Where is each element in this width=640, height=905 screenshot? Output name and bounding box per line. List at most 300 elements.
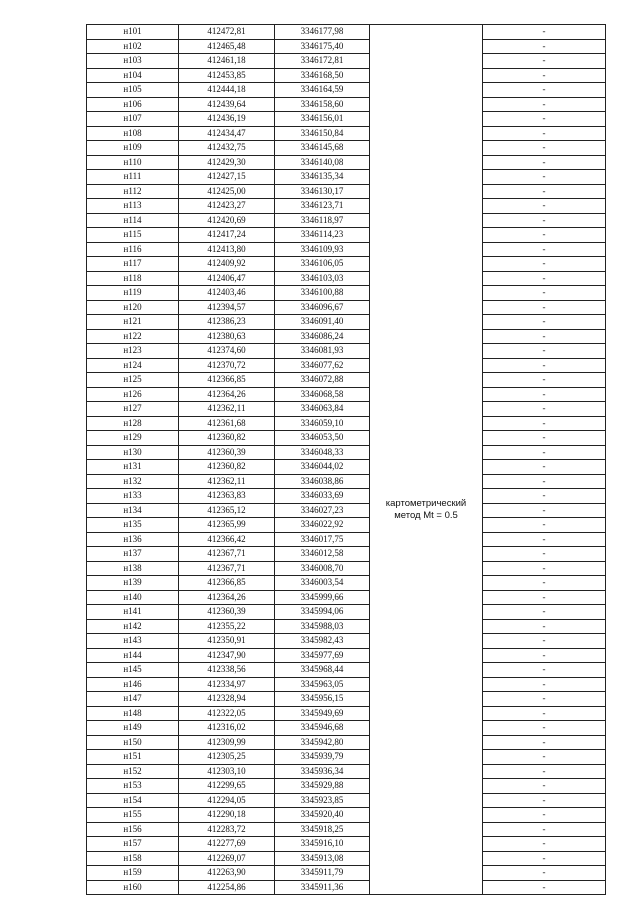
accuracy-cell: - bbox=[483, 141, 606, 156]
point-id-cell: н151 bbox=[87, 750, 179, 765]
method-label: картометрический метод Mt = 0.5 bbox=[385, 498, 467, 521]
x-coordinate-cell: 412413,80 bbox=[179, 242, 275, 257]
x-coordinate-cell: 412328,94 bbox=[179, 692, 275, 707]
point-id-cell: н130 bbox=[87, 445, 179, 460]
table-row bbox=[87, 837, 606, 852]
x-coordinate-cell: 412364,26 bbox=[179, 590, 275, 605]
x-coordinate-cell: 412303,10 bbox=[179, 764, 275, 779]
accuracy-cell: - bbox=[483, 547, 606, 562]
table-row bbox=[87, 170, 606, 185]
point-id-cell: н147 bbox=[87, 692, 179, 707]
y-coordinate-cell: 3346053,50 bbox=[275, 431, 370, 446]
y-coordinate-cell: 3345923,85 bbox=[275, 793, 370, 808]
y-coordinate-cell: 3345936,34 bbox=[275, 764, 370, 779]
accuracy-cell: - bbox=[483, 619, 606, 634]
accuracy-cell: - bbox=[483, 460, 606, 475]
x-coordinate-cell: 412380,63 bbox=[179, 329, 275, 344]
accuracy-cell: - bbox=[483, 25, 606, 40]
y-coordinate-cell: 3346038,86 bbox=[275, 474, 370, 489]
x-coordinate-cell: 412355,22 bbox=[179, 619, 275, 634]
table-row bbox=[87, 750, 606, 765]
point-id-cell: н153 bbox=[87, 779, 179, 794]
table-row bbox=[87, 315, 606, 330]
y-coordinate-cell: 3345994,06 bbox=[275, 605, 370, 620]
table-row bbox=[87, 213, 606, 228]
table-row bbox=[87, 184, 606, 199]
x-coordinate-cell: 412363,83 bbox=[179, 489, 275, 504]
y-coordinate-cell: 3346012,58 bbox=[275, 547, 370, 562]
y-coordinate-cell: 3345911,79 bbox=[275, 866, 370, 881]
table-row bbox=[87, 866, 606, 881]
point-id-cell: н127 bbox=[87, 402, 179, 417]
y-coordinate-cell: 3345911,36 bbox=[275, 880, 370, 895]
table-row bbox=[87, 677, 606, 692]
x-coordinate-cell: 412420,69 bbox=[179, 213, 275, 228]
accuracy-cell: - bbox=[483, 445, 606, 460]
accuracy-cell: - bbox=[483, 373, 606, 388]
accuracy-cell: - bbox=[483, 402, 606, 417]
accuracy-cell: - bbox=[483, 300, 606, 315]
x-coordinate-cell: 412367,71 bbox=[179, 561, 275, 576]
point-id-cell: н137 bbox=[87, 547, 179, 562]
accuracy-cell: - bbox=[483, 54, 606, 69]
accuracy-cell: - bbox=[483, 315, 606, 330]
x-coordinate-cell: 412370,72 bbox=[179, 358, 275, 373]
point-id-cell: н113 bbox=[87, 199, 179, 214]
accuracy-cell: - bbox=[483, 489, 606, 504]
table-row bbox=[87, 605, 606, 620]
y-coordinate-cell: 3346100,88 bbox=[275, 286, 370, 301]
accuracy-cell: - bbox=[483, 648, 606, 663]
point-id-cell: н104 bbox=[87, 68, 179, 83]
x-coordinate-cell: 412269,07 bbox=[179, 851, 275, 866]
y-coordinate-cell: 3346068,58 bbox=[275, 387, 370, 402]
table-row bbox=[87, 83, 606, 98]
accuracy-cell: - bbox=[483, 155, 606, 170]
accuracy-cell: - bbox=[483, 663, 606, 678]
table-row bbox=[87, 300, 606, 315]
x-coordinate-cell: 412453,85 bbox=[179, 68, 275, 83]
accuracy-cell: - bbox=[483, 126, 606, 141]
accuracy-cell: - bbox=[483, 503, 606, 518]
y-coordinate-cell: 3345982,43 bbox=[275, 634, 370, 649]
table-row bbox=[87, 547, 606, 562]
y-coordinate-cell: 3345968,44 bbox=[275, 663, 370, 678]
y-coordinate-cell: 3345939,79 bbox=[275, 750, 370, 765]
y-coordinate-cell: 3346140,08 bbox=[275, 155, 370, 170]
table-row bbox=[87, 373, 606, 388]
table-row bbox=[87, 576, 606, 591]
x-coordinate-cell: 412360,39 bbox=[179, 445, 275, 460]
y-coordinate-cell: 3346168,50 bbox=[275, 68, 370, 83]
point-id-cell: н158 bbox=[87, 851, 179, 866]
point-id-cell: н156 bbox=[87, 822, 179, 837]
accuracy-cell: - bbox=[483, 199, 606, 214]
accuracy-cell: - bbox=[483, 576, 606, 591]
y-coordinate-cell: 3346008,70 bbox=[275, 561, 370, 576]
y-coordinate-cell: 3345920,40 bbox=[275, 808, 370, 823]
y-coordinate-cell: 3346059,10 bbox=[275, 416, 370, 431]
table-row bbox=[87, 489, 606, 504]
table-row bbox=[87, 880, 606, 895]
point-id-cell: н116 bbox=[87, 242, 179, 257]
y-coordinate-cell: 3346091,40 bbox=[275, 315, 370, 330]
point-id-cell: н108 bbox=[87, 126, 179, 141]
table-row bbox=[87, 518, 606, 533]
point-id-cell: н134 bbox=[87, 503, 179, 518]
point-id-cell: н128 bbox=[87, 416, 179, 431]
table-row bbox=[87, 808, 606, 823]
x-coordinate-cell: 412425,00 bbox=[179, 184, 275, 199]
point-id-cell: н145 bbox=[87, 663, 179, 678]
y-coordinate-cell: 3346027,23 bbox=[275, 503, 370, 518]
table-row bbox=[87, 358, 606, 373]
method-cell bbox=[370, 126, 483, 895]
y-coordinate-cell: 3346044,02 bbox=[275, 460, 370, 475]
x-coordinate-cell: 412461,18 bbox=[179, 54, 275, 69]
y-coordinate-cell: 3346103,03 bbox=[275, 271, 370, 286]
accuracy-cell: - bbox=[483, 184, 606, 199]
x-coordinate-cell: 412436,19 bbox=[179, 112, 275, 127]
table-row bbox=[87, 68, 606, 83]
x-coordinate-cell: 412263,90 bbox=[179, 866, 275, 881]
accuracy-cell: - bbox=[483, 721, 606, 736]
y-coordinate-cell: 3346077,62 bbox=[275, 358, 370, 373]
table-row bbox=[87, 199, 606, 214]
accuracy-cell: - bbox=[483, 822, 606, 837]
y-coordinate-cell: 3345942,80 bbox=[275, 735, 370, 750]
y-coordinate-cell: 3345946,68 bbox=[275, 721, 370, 736]
x-coordinate-cell: 412417,24 bbox=[179, 228, 275, 243]
y-coordinate-cell: 3345949,69 bbox=[275, 706, 370, 721]
accuracy-cell: - bbox=[483, 213, 606, 228]
x-coordinate-cell: 412294,05 bbox=[179, 793, 275, 808]
accuracy-cell: - bbox=[483, 329, 606, 344]
y-coordinate-cell: 3346175,40 bbox=[275, 39, 370, 54]
y-coordinate-cell: 3345929,88 bbox=[275, 779, 370, 794]
point-id-cell: н117 bbox=[87, 257, 179, 272]
y-coordinate-cell: 3346033,69 bbox=[275, 489, 370, 504]
accuracy-cell: - bbox=[483, 257, 606, 272]
accuracy-cell: - bbox=[483, 344, 606, 359]
y-coordinate-cell: 3346072,88 bbox=[275, 373, 370, 388]
table-row bbox=[87, 648, 606, 663]
point-id-cell: н133 bbox=[87, 489, 179, 504]
accuracy-cell: - bbox=[483, 228, 606, 243]
table-row bbox=[87, 271, 606, 286]
accuracy-cell: - bbox=[483, 837, 606, 852]
y-coordinate-cell: 3346164,59 bbox=[275, 83, 370, 98]
table-row bbox=[87, 692, 606, 707]
x-coordinate-cell: 412299,65 bbox=[179, 779, 275, 794]
x-coordinate-cell: 412403,46 bbox=[179, 286, 275, 301]
point-id-cell: н160 bbox=[87, 880, 179, 895]
point-id-cell: н102 bbox=[87, 39, 179, 54]
y-coordinate-cell: 3345956,15 bbox=[275, 692, 370, 707]
point-id-cell: н106 bbox=[87, 97, 179, 112]
table-row bbox=[87, 779, 606, 794]
point-id-cell: н118 bbox=[87, 271, 179, 286]
table-row bbox=[87, 431, 606, 446]
y-coordinate-cell: 3346017,75 bbox=[275, 532, 370, 547]
accuracy-cell: - bbox=[483, 170, 606, 185]
table-row bbox=[87, 445, 606, 460]
point-id-cell: н136 bbox=[87, 532, 179, 547]
x-coordinate-cell: 412423,27 bbox=[179, 199, 275, 214]
y-coordinate-cell: 3346123,71 bbox=[275, 199, 370, 214]
point-id-cell: н126 bbox=[87, 387, 179, 402]
table-row bbox=[87, 460, 606, 475]
table-row bbox=[87, 286, 606, 301]
x-coordinate-cell: 412361,68 bbox=[179, 416, 275, 431]
table-row bbox=[87, 634, 606, 649]
table-row bbox=[87, 329, 606, 344]
point-id-cell: н107 bbox=[87, 112, 179, 127]
x-coordinate-cell: 412444,18 bbox=[179, 83, 275, 98]
x-coordinate-cell: 412362,11 bbox=[179, 402, 275, 417]
point-id-cell: н142 bbox=[87, 619, 179, 634]
x-coordinate-cell: 412472,81 bbox=[179, 25, 275, 40]
y-coordinate-cell: 3345913,08 bbox=[275, 851, 370, 866]
y-coordinate-cell: 3345999,66 bbox=[275, 590, 370, 605]
table-row bbox=[87, 344, 606, 359]
point-id-cell: н101 bbox=[87, 25, 179, 40]
accuracy-cell: - bbox=[483, 634, 606, 649]
y-coordinate-cell: 3345977,69 bbox=[275, 648, 370, 663]
x-coordinate-cell: 412365,12 bbox=[179, 503, 275, 518]
x-coordinate-cell: 412309,99 bbox=[179, 735, 275, 750]
accuracy-cell: - bbox=[483, 750, 606, 765]
x-coordinate-cell: 412305,25 bbox=[179, 750, 275, 765]
y-coordinate-cell: 3346118,97 bbox=[275, 213, 370, 228]
table-row bbox=[87, 590, 606, 605]
point-id-cell: н103 bbox=[87, 54, 179, 69]
accuracy-cell: - bbox=[483, 880, 606, 895]
y-coordinate-cell: 3346048,33 bbox=[275, 445, 370, 460]
table-row bbox=[87, 474, 606, 489]
x-coordinate-cell: 412362,11 bbox=[179, 474, 275, 489]
y-coordinate-cell: 3346114,23 bbox=[275, 228, 370, 243]
table-row bbox=[87, 561, 606, 576]
accuracy-cell: - bbox=[483, 416, 606, 431]
y-coordinate-cell: 3346158,60 bbox=[275, 97, 370, 112]
x-coordinate-cell: 412360,82 bbox=[179, 460, 275, 475]
x-coordinate-cell: 412432,75 bbox=[179, 141, 275, 156]
point-id-cell: н148 bbox=[87, 706, 179, 721]
accuracy-cell: - bbox=[483, 866, 606, 881]
table-row bbox=[87, 242, 606, 257]
x-coordinate-cell: 412406,47 bbox=[179, 271, 275, 286]
table-row bbox=[87, 793, 606, 808]
point-id-cell: н143 bbox=[87, 634, 179, 649]
point-id-cell: н112 bbox=[87, 184, 179, 199]
point-id-cell: н149 bbox=[87, 721, 179, 736]
x-coordinate-cell: 412409,92 bbox=[179, 257, 275, 272]
table-row bbox=[87, 721, 606, 736]
table-row bbox=[87, 619, 606, 634]
x-coordinate-cell: 412360,39 bbox=[179, 605, 275, 620]
table-row bbox=[87, 532, 606, 547]
point-id-cell: н132 bbox=[87, 474, 179, 489]
y-coordinate-cell: 3346109,93 bbox=[275, 242, 370, 257]
x-coordinate-cell: 412334,97 bbox=[179, 677, 275, 692]
accuracy-cell: - bbox=[483, 39, 606, 54]
x-coordinate-cell: 412364,26 bbox=[179, 387, 275, 402]
x-coordinate-cell: 412322,05 bbox=[179, 706, 275, 721]
x-coordinate-cell: 412338,56 bbox=[179, 663, 275, 678]
point-id-cell: н144 bbox=[87, 648, 179, 663]
method-cell-upper bbox=[370, 25, 483, 127]
x-coordinate-cell: 412350,91 bbox=[179, 634, 275, 649]
point-id-cell: н131 bbox=[87, 460, 179, 475]
point-id-cell: н105 bbox=[87, 83, 179, 98]
x-coordinate-cell: 412429,30 bbox=[179, 155, 275, 170]
point-id-cell: н146 bbox=[87, 677, 179, 692]
x-coordinate-cell: 412386,23 bbox=[179, 315, 275, 330]
accuracy-cell: - bbox=[483, 518, 606, 533]
point-id-cell: н157 bbox=[87, 837, 179, 852]
table-row bbox=[87, 257, 606, 272]
table-row bbox=[87, 141, 606, 156]
y-coordinate-cell: 3346145,68 bbox=[275, 141, 370, 156]
y-coordinate-cell: 3346130,17 bbox=[275, 184, 370, 199]
x-coordinate-cell: 412283,72 bbox=[179, 822, 275, 837]
table-row bbox=[87, 97, 606, 112]
point-id-cell: н123 bbox=[87, 344, 179, 359]
accuracy-cell: - bbox=[483, 242, 606, 257]
table-row bbox=[87, 39, 606, 54]
accuracy-cell: - bbox=[483, 677, 606, 692]
accuracy-cell: - bbox=[483, 112, 606, 127]
y-coordinate-cell: 3346135,34 bbox=[275, 170, 370, 185]
table-row bbox=[87, 25, 606, 40]
coordinates-table bbox=[86, 24, 606, 895]
table-row bbox=[87, 387, 606, 402]
accuracy-cell: - bbox=[483, 851, 606, 866]
x-coordinate-cell: 412367,71 bbox=[179, 547, 275, 562]
y-coordinate-cell: 3345916,10 bbox=[275, 837, 370, 852]
x-coordinate-cell: 412254,86 bbox=[179, 880, 275, 895]
y-coordinate-cell: 3346172,81 bbox=[275, 54, 370, 69]
x-coordinate-cell: 412374,60 bbox=[179, 344, 275, 359]
accuracy-cell: - bbox=[483, 779, 606, 794]
point-id-cell: н119 bbox=[87, 286, 179, 301]
point-id-cell: н141 bbox=[87, 605, 179, 620]
x-coordinate-cell: 412360,82 bbox=[179, 431, 275, 446]
y-coordinate-cell: 3346022,92 bbox=[275, 518, 370, 533]
point-id-cell: н152 bbox=[87, 764, 179, 779]
table-row bbox=[87, 402, 606, 417]
accuracy-cell: - bbox=[483, 286, 606, 301]
x-coordinate-cell: 412347,90 bbox=[179, 648, 275, 663]
point-id-cell: н110 bbox=[87, 155, 179, 170]
point-id-cell: н115 bbox=[87, 228, 179, 243]
y-coordinate-cell: 3346177,98 bbox=[275, 25, 370, 40]
x-coordinate-cell: 412427,15 bbox=[179, 170, 275, 185]
y-coordinate-cell: 3346063,84 bbox=[275, 402, 370, 417]
point-id-cell: н150 bbox=[87, 735, 179, 750]
table-row bbox=[87, 228, 606, 243]
accuracy-cell: - bbox=[483, 97, 606, 112]
point-id-cell: н129 bbox=[87, 431, 179, 446]
point-id-cell: н154 bbox=[87, 793, 179, 808]
accuracy-cell: - bbox=[483, 605, 606, 620]
point-id-cell: н111 bbox=[87, 170, 179, 185]
point-id-cell: н120 bbox=[87, 300, 179, 315]
accuracy-cell: - bbox=[483, 387, 606, 402]
point-id-cell: н124 bbox=[87, 358, 179, 373]
point-id-cell: н159 bbox=[87, 866, 179, 881]
x-coordinate-cell: 412465,48 bbox=[179, 39, 275, 54]
accuracy-cell: - bbox=[483, 561, 606, 576]
x-coordinate-cell: 412316,02 bbox=[179, 721, 275, 736]
point-id-cell: н109 bbox=[87, 141, 179, 156]
accuracy-cell: - bbox=[483, 735, 606, 750]
y-coordinate-cell: 3346106,05 bbox=[275, 257, 370, 272]
y-coordinate-cell: 3346156,01 bbox=[275, 112, 370, 127]
point-id-cell: н138 bbox=[87, 561, 179, 576]
point-id-cell: н135 bbox=[87, 518, 179, 533]
x-coordinate-cell: 412365,99 bbox=[179, 518, 275, 533]
x-coordinate-cell: 412394,57 bbox=[179, 300, 275, 315]
point-id-cell: н125 bbox=[87, 373, 179, 388]
y-coordinate-cell: 3346096,67 bbox=[275, 300, 370, 315]
point-id-cell: н139 bbox=[87, 576, 179, 591]
point-id-cell: н114 bbox=[87, 213, 179, 228]
table-row bbox=[87, 851, 606, 866]
table-row bbox=[87, 822, 606, 837]
point-id-cell: н121 bbox=[87, 315, 179, 330]
x-coordinate-cell: 412277,69 bbox=[179, 837, 275, 852]
table-row bbox=[87, 706, 606, 721]
accuracy-cell: - bbox=[483, 271, 606, 286]
accuracy-cell: - bbox=[483, 358, 606, 373]
y-coordinate-cell: 3345963,05 bbox=[275, 677, 370, 692]
accuracy-cell: - bbox=[483, 793, 606, 808]
table-row bbox=[87, 416, 606, 431]
accuracy-cell: - bbox=[483, 431, 606, 446]
table-body bbox=[87, 25, 606, 895]
table-row bbox=[87, 735, 606, 750]
x-coordinate-cell: 412439,64 bbox=[179, 97, 275, 112]
table-row bbox=[87, 126, 606, 141]
y-coordinate-cell: 3346150,84 bbox=[275, 126, 370, 141]
accuracy-cell: - bbox=[483, 808, 606, 823]
table-row bbox=[87, 663, 606, 678]
table-row bbox=[87, 54, 606, 69]
point-id-cell: н122 bbox=[87, 329, 179, 344]
accuracy-cell: - bbox=[483, 764, 606, 779]
accuracy-cell: - bbox=[483, 68, 606, 83]
y-coordinate-cell: 3345988,03 bbox=[275, 619, 370, 634]
x-coordinate-cell: 412366,85 bbox=[179, 373, 275, 388]
table-row bbox=[87, 155, 606, 170]
accuracy-cell: - bbox=[483, 83, 606, 98]
x-coordinate-cell: 412434,47 bbox=[179, 126, 275, 141]
accuracy-cell: - bbox=[483, 532, 606, 547]
table-row bbox=[87, 112, 606, 127]
y-coordinate-cell: 3346003,54 bbox=[275, 576, 370, 591]
point-id-cell: н140 bbox=[87, 590, 179, 605]
accuracy-cell: - bbox=[483, 590, 606, 605]
accuracy-cell: - bbox=[483, 474, 606, 489]
point-id-cell: н155 bbox=[87, 808, 179, 823]
y-coordinate-cell: 3346081,93 bbox=[275, 344, 370, 359]
y-coordinate-cell: 3345918,25 bbox=[275, 822, 370, 837]
accuracy-cell: - bbox=[483, 692, 606, 707]
x-coordinate-cell: 412366,42 bbox=[179, 532, 275, 547]
accuracy-cell: - bbox=[483, 706, 606, 721]
